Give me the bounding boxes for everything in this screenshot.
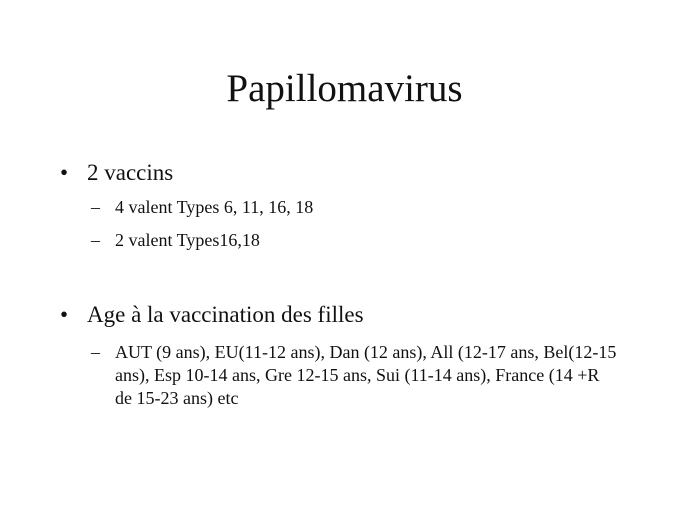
bullet-text: Age à la vaccination des filles — [87, 302, 364, 327]
slide-title: Papillomavirus — [226, 67, 463, 110]
bullet-marker: • — [60, 302, 69, 327]
subitem-text: 2 valent Types16,18 — [115, 230, 260, 250]
bullet-text: 2 vaccins — [87, 160, 174, 185]
dash-marker: – — [91, 230, 100, 250]
dash-marker: – — [91, 197, 100, 217]
dash-marker: – — [91, 342, 100, 362]
subitem-text: 4 valent Types 6, 11, 16, 18 — [115, 197, 314, 217]
subitem-text: AUT (9 ans), EU(11-12 ans), Dan (12 ans), All (12-17 ans, Bel(12-15 ans), Esp 10-14 ans, Gre 12-15 ans, Sui (11-14 ans), France (14 +R de 15-23 ans) etc — [115, 342, 617, 408]
bullet-marker: • — [60, 160, 69, 185]
